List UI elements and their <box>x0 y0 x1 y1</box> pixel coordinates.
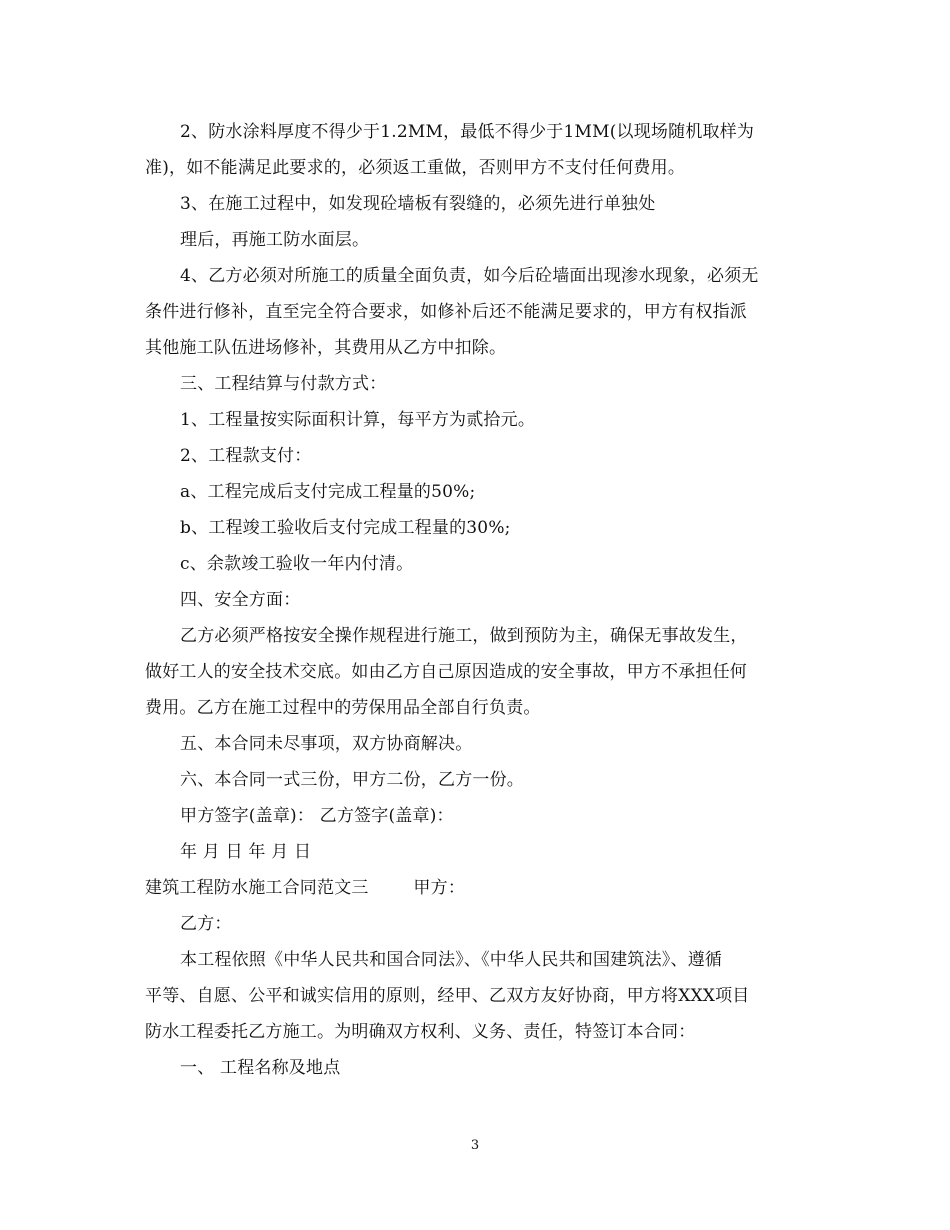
section-heading: 三、工程结算与付款方式： <box>180 374 387 394</box>
text-line: 理后，再施工防水面层。 <box>180 230 370 250</box>
signature-line: 甲方签字(盖章)： 乙方签字(盖章)： <box>180 806 454 826</box>
text-line: 2、防水涂料厚度不得少于1.2MM，最低不得少于1MM(以现场随机取样为 <box>180 122 755 142</box>
section-heading: 一、 工程名称及地点 <box>180 1058 341 1078</box>
text-line: 4、乙方必须对所施工的质量全面负责，如今后砼墙面出现渗水现象，必须无 <box>180 266 759 286</box>
text-line: 本工程依照《中华人民共和国合同法》、《中华人民共和国建筑法》、遵循 <box>180 950 723 970</box>
text-line: 费用。乙方在施工过程中的劳保用品全部自行负责。 <box>145 698 541 718</box>
text-line: 做好工人的安全技术交底。如由乙方自己原因造成的安全事故，甲方不承担任何 <box>145 662 747 682</box>
text-line: 平等、自愿、公平和诚实信用的原则，经甲、乙双方友好协商，甲方将XXX项目 <box>145 986 750 1006</box>
text-line: 条件进行修补，直至完全符合要求，如修补后还不能满足要求的，甲方有权指派 <box>145 302 747 322</box>
text-line: 防水工程委托乙方施工。为明确双方权利、义务、责任，特签订本合同： <box>145 1022 696 1042</box>
text-line: 1、工程量按实际面积计算，每平方为贰拾元。 <box>180 410 536 430</box>
date-line: 年 月 日 年 月 日 <box>180 842 312 862</box>
section-heading: 六、本合同一式三份，甲方二份，乙方一份。 <box>180 770 524 790</box>
text-line: 3、在施工过程中，如发现砼墙板有裂缝的，必须先进行单独处 <box>180 194 656 214</box>
text-line: 其他施工队伍进场修补，其费用从乙方中扣除。 <box>145 338 507 358</box>
text-line: 准)，如不能满足此要求的，必须返工重做，否则甲方不支付任何费用。 <box>145 158 686 178</box>
text-line: c、余款竣工验收一年内付清。 <box>180 554 414 574</box>
section-heading: 五、本合同未尽事项，双方协商解决。 <box>180 734 473 754</box>
text-line: 2、工程款支付： <box>180 446 312 466</box>
text-line: 乙方必须严格按安全操作规程进行施工，做到预防为主，确保无事故发生， <box>180 626 748 646</box>
section-heading: 四、安全方面： <box>180 590 301 610</box>
text-line: b、工程竣工验收后支付完成工程量的30%; <box>180 518 511 538</box>
text-line: a、工程完成后支付完成工程量的50%; <box>180 482 476 502</box>
party-line: 乙方： <box>180 914 232 934</box>
page-number: 3 <box>470 1138 480 1153</box>
contract-title-line: 建筑工程防水施工合同范文三 甲方： <box>145 878 466 898</box>
